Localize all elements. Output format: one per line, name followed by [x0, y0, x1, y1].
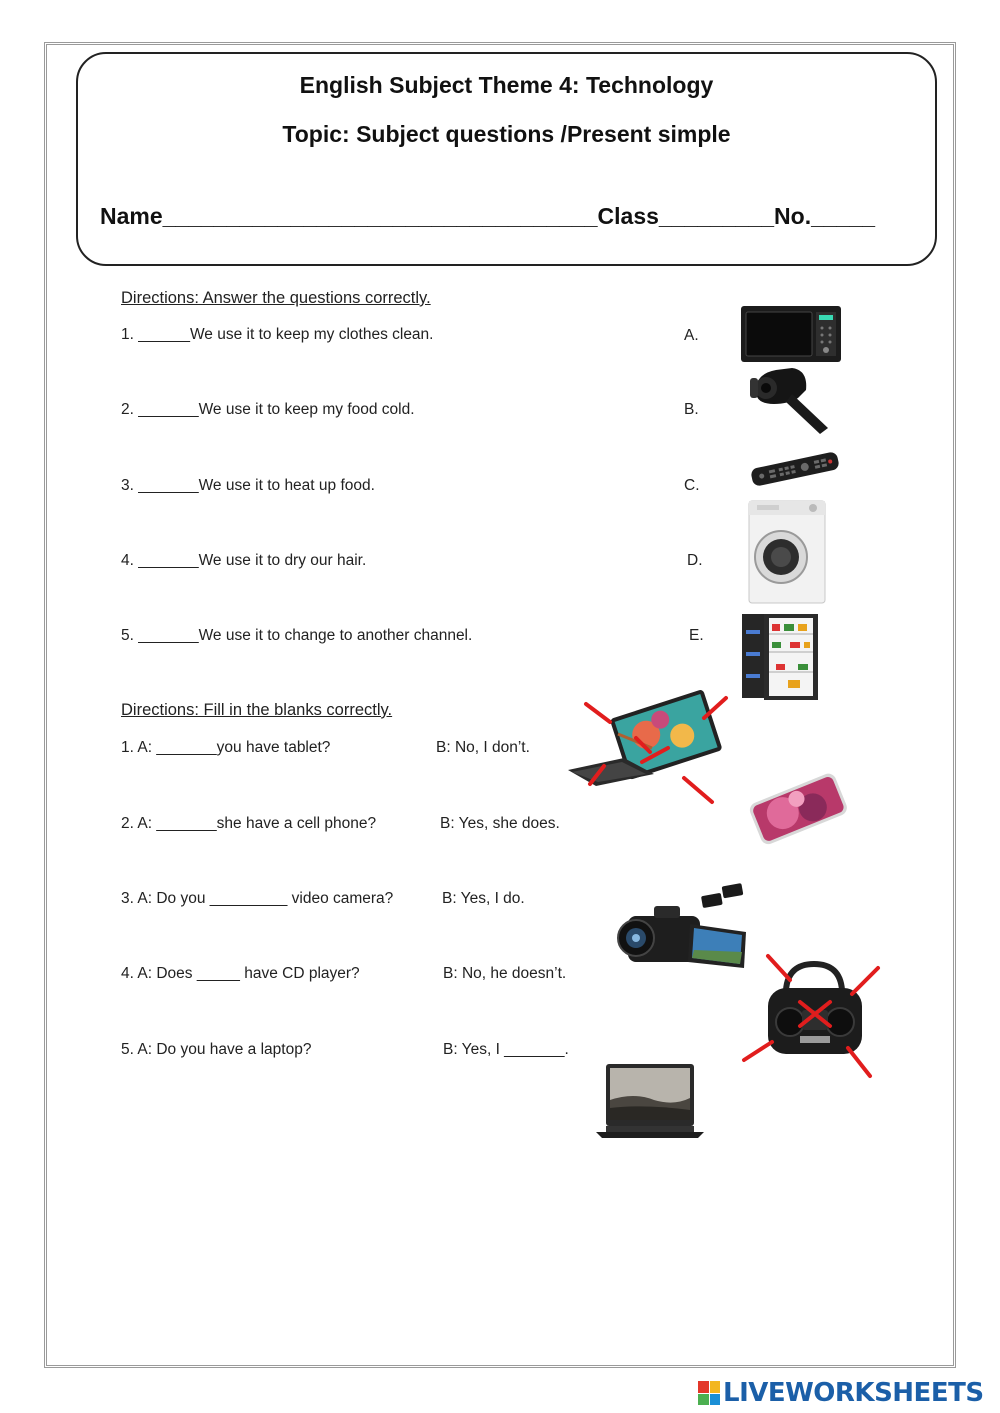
option-e-label: E.: [689, 627, 704, 644]
fill-answer-5[interactable]: B: Yes, I _______.: [443, 1041, 569, 1058]
fill-answer-4: B: No, he doesn’t.: [443, 965, 567, 982]
fill-question-3[interactable]: 3. A: Do you _________ video camera?: [121, 890, 394, 907]
logo-icon: [698, 1381, 720, 1405]
video-camera-image: [614, 880, 750, 976]
fill-answer-2: B: Yes, she does.: [440, 815, 560, 832]
washing-machine-image: [747, 499, 827, 605]
name-class-number-line[interactable]: Name__________________________________Class_________No._____: [100, 203, 876, 229]
microwave-image: [740, 304, 842, 364]
option-b-label: B.: [684, 401, 699, 418]
refrigerator-image: [742, 612, 820, 702]
fill-answer-1: B: No, I don’t.: [436, 739, 530, 756]
question-3[interactable]: 3. _______We use it to heat up food.: [121, 477, 375, 494]
question-1[interactable]: 1. ______We use it to keep my clothes clean.: [121, 326, 434, 343]
option-d-label: D.: [687, 552, 703, 569]
fill-question-5[interactable]: 5. A: Do you have a laptop?: [121, 1041, 312, 1058]
question-5[interactable]: 5. _______We use it to change to another channel.: [121, 627, 473, 644]
option-c-label: C.: [684, 477, 700, 494]
cd-player-crossed-image: [740, 950, 886, 1084]
fill-question-2[interactable]: 2. A: _______she have a cell phone?: [121, 815, 377, 832]
worksheet-title: English Subject Theme 4: Technology: [299, 72, 714, 98]
worksheet-topic: Topic: Subject questions /Present simple: [282, 121, 731, 147]
fill-answer-3: B: Yes, I do.: [442, 890, 525, 907]
fill-question-4[interactable]: 4. A: Does _____ have CD player?: [121, 965, 360, 982]
question-2[interactable]: 2. _______We use it to keep my food cold.: [121, 401, 415, 418]
laptop-image: [594, 1062, 706, 1140]
cell-phone-image: [742, 767, 854, 849]
tablet-crossed-image: [562, 690, 732, 808]
brand-name: LIVEWORKSHEETS: [723, 1378, 984, 1408]
tv-remote-image: [747, 448, 843, 490]
liveworksheets-logo: [698, 1378, 984, 1408]
option-a-label: A.: [684, 327, 699, 344]
directions-answer: Directions: Answer the questions correctly.: [121, 289, 431, 307]
directions-fill: Directions: Fill in the blanks correctly.: [121, 701, 393, 719]
hair-dryer-image: [748, 364, 834, 436]
fill-question-1[interactable]: 1. A: _______you have tablet?: [121, 739, 331, 756]
question-4[interactable]: 4. _______We use it to dry our hair.: [121, 552, 367, 569]
